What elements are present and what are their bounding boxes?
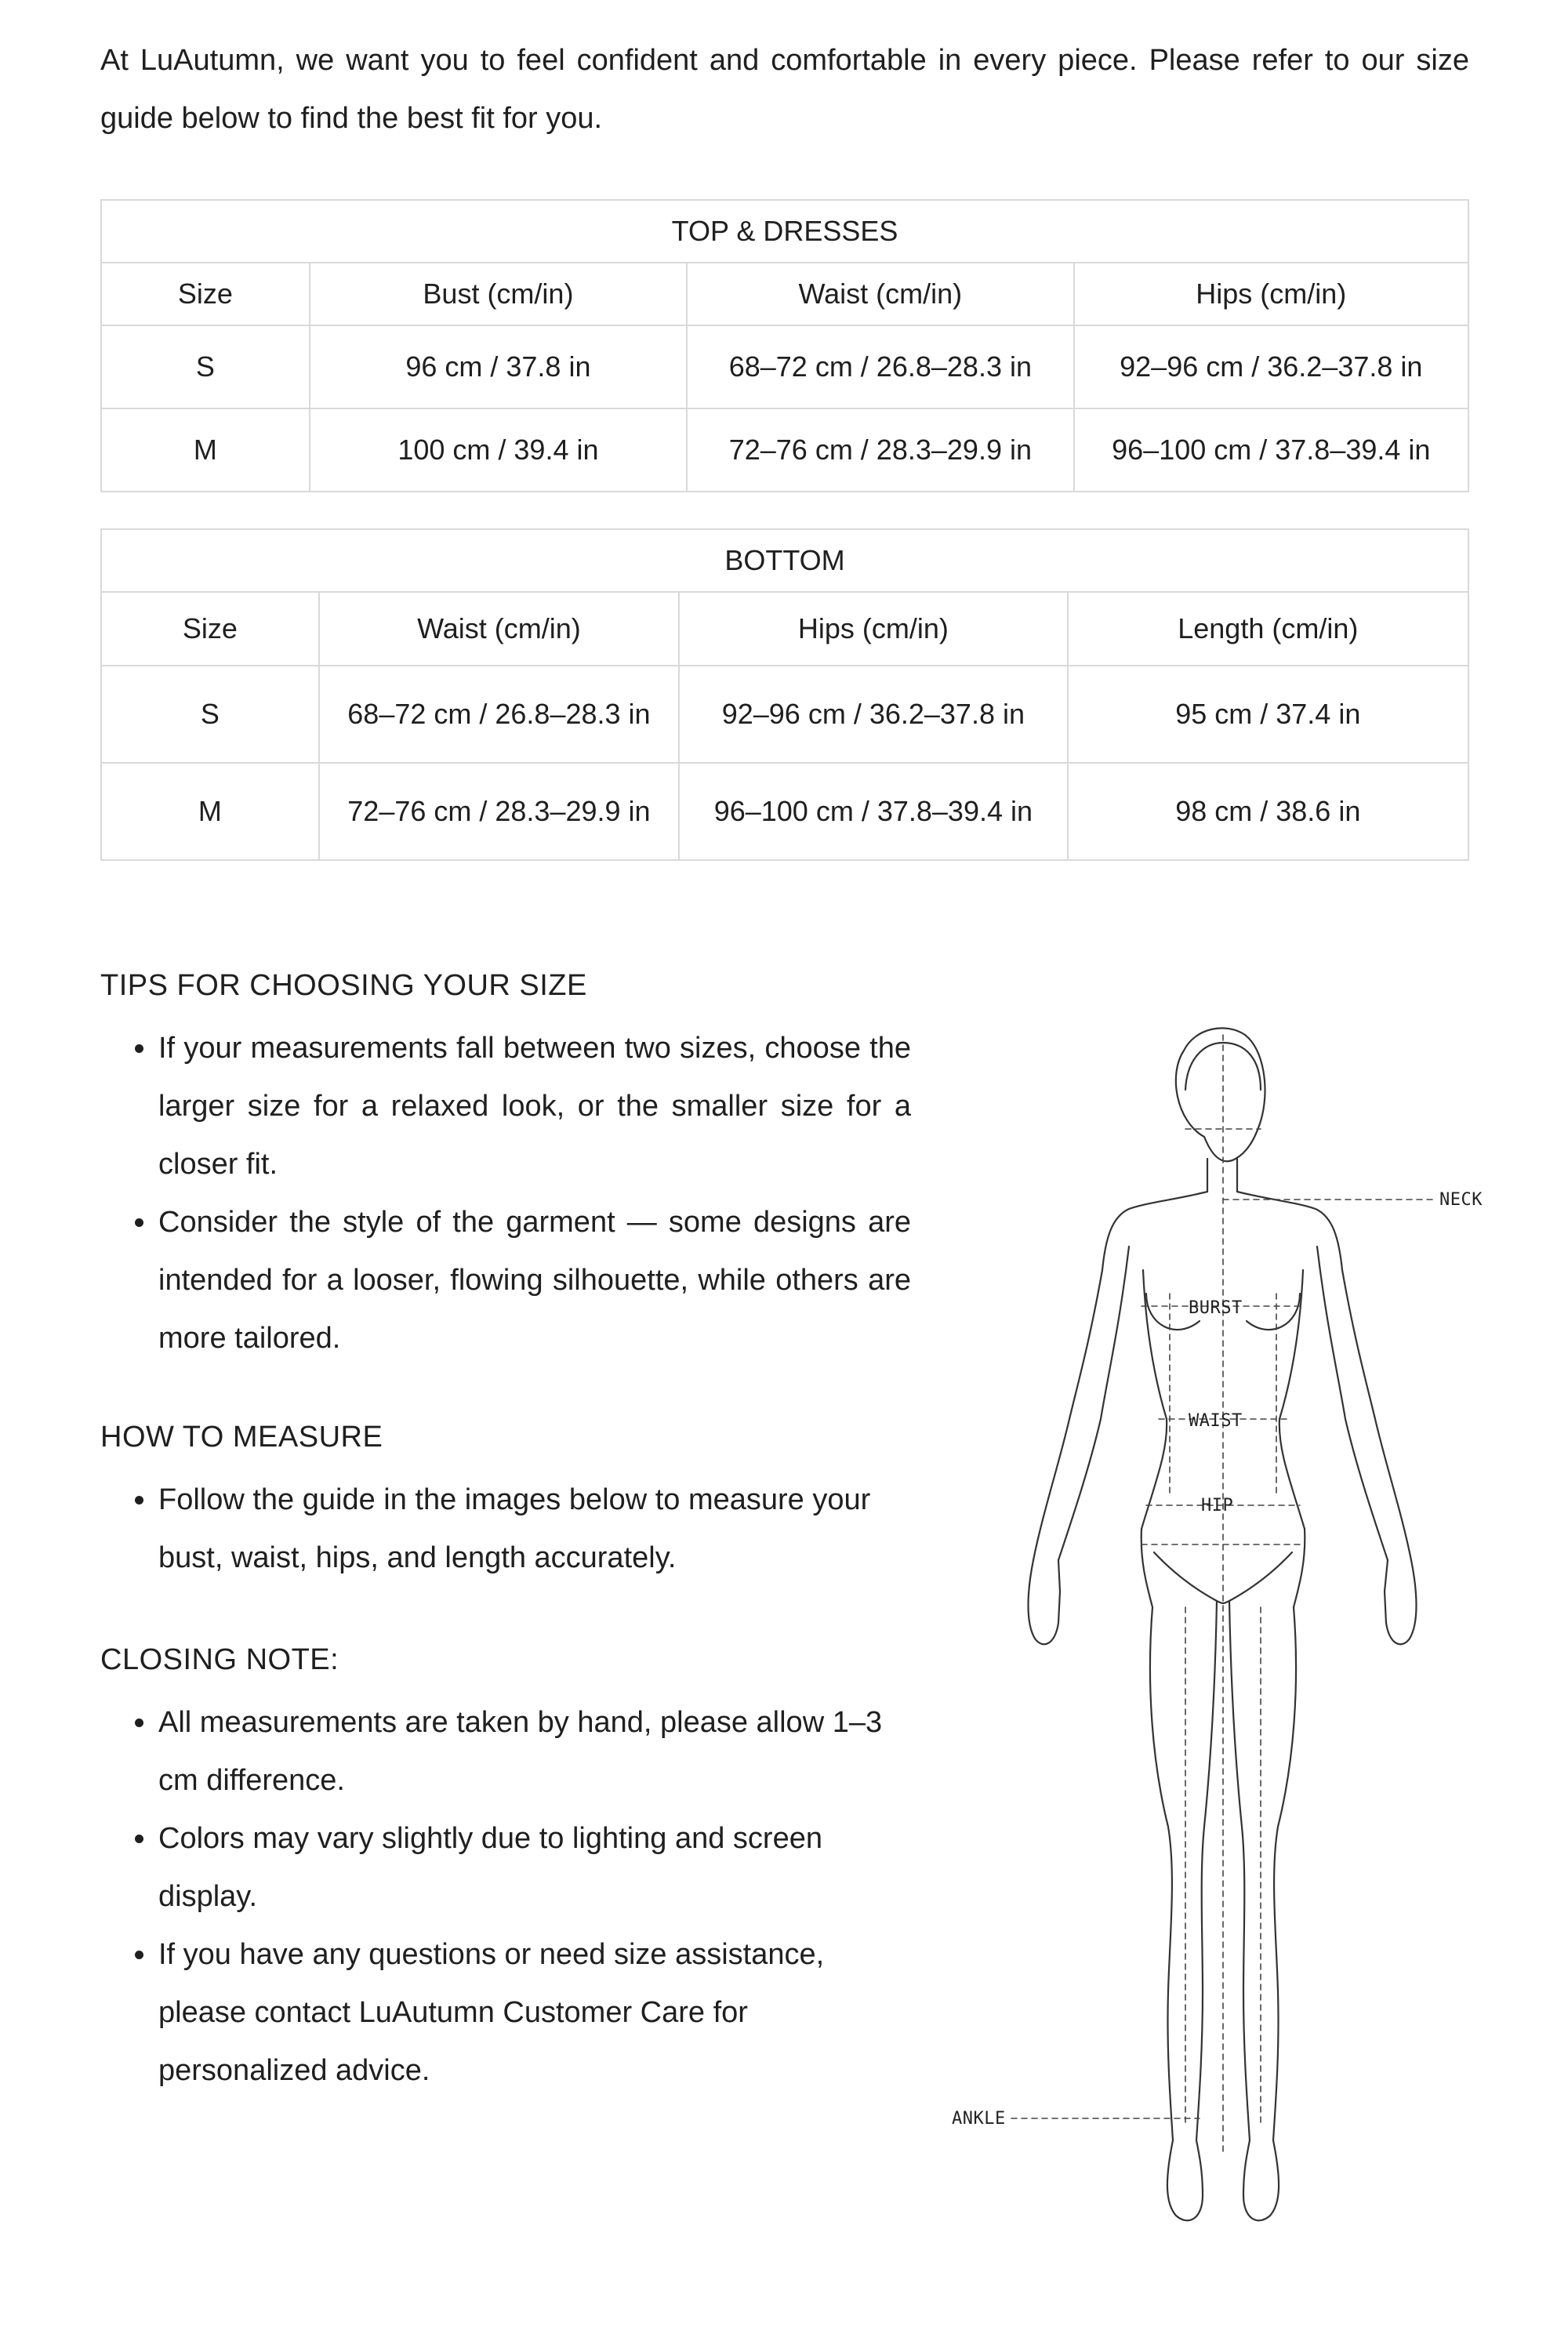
length-cell: 98 cm / 38.6 in	[1068, 763, 1468, 860]
bust-cell: 100 cm / 39.4 in	[310, 408, 687, 492]
neck-label: NECK	[1439, 1190, 1483, 1210]
column-header-size: Size	[101, 592, 319, 666]
ankle-label: ANKLE	[952, 2109, 1006, 2129]
bust-cell: 96 cm / 37.8 in	[310, 325, 687, 408]
size-cell: S	[101, 666, 319, 763]
hips-cell: 96–100 cm / 37.8–39.4 in	[679, 763, 1067, 860]
waist-cell: 72–76 cm / 28.3–29.9 in	[687, 408, 1073, 492]
size-cell: M	[101, 763, 319, 860]
hips-cell: 92–96 cm / 36.2–37.8 in	[1074, 325, 1468, 408]
tips-list	[100, 1019, 911, 1367]
closing-note-heading: CLOSING NOTE:	[100, 1643, 339, 1676]
closing-list	[100, 1693, 884, 2100]
body-outline-illustration	[941, 1011, 1505, 2234]
measure-list	[100, 1471, 911, 1587]
waist-cell: 72–76 cm / 28.3–29.9 in	[319, 763, 679, 860]
list-item: If your measurements fall between two sizes, choose the larger size for a relaxed look, or the smaller size for a closer fit.	[100, 1019, 911, 1193]
how-to-measure-heading: HOW TO MEASURE	[100, 1421, 383, 1454]
waist-cell: 68–72 cm / 26.8–28.3 in	[687, 325, 1073, 408]
table-row	[101, 666, 1468, 763]
bottom-size-table	[100, 528, 1469, 861]
top-dresses-size-table	[100, 199, 1469, 492]
size-cell: S	[101, 325, 310, 408]
list-item: Follow the guide in the images below to measure your bust, waist, hips, and length accurately.	[100, 1471, 911, 1587]
waist-label: WAIST	[1189, 1411, 1243, 1431]
waist-cell: 68–72 cm / 26.8–28.3 in	[319, 666, 679, 763]
hips-cell: 92–96 cm / 36.2–37.8 in	[679, 666, 1067, 763]
column-header-waist: Waist (cm/in)	[319, 592, 679, 666]
column-header-hips: Hips (cm/in)	[679, 592, 1067, 666]
column-header-waist: Waist (cm/in)	[687, 263, 1073, 325]
hip-label: HIP	[1201, 1496, 1234, 1515]
table-title: BOTTOM	[101, 529, 1468, 592]
list-item: If you have any questions or need size assistance, please contact LuAutumn Customer Care for personalized advice.	[100, 1926, 884, 2100]
table-title: TOP & DRESSES	[101, 200, 1468, 263]
column-header-size: Size	[101, 263, 310, 325]
table-row	[101, 325, 1468, 408]
intro-paragraph: At LuAutumn, we want you to feel confident and comfortable in every piece. Please refer to our size guide below to find the best fit for you.	[100, 44, 1469, 135]
hips-cell: 96–100 cm / 37.8–39.4 in	[1074, 408, 1468, 492]
column-header-bust: Bust (cm/in)	[310, 263, 687, 325]
column-header-length: Length (cm/in)	[1068, 592, 1468, 666]
list-item: All measurements are taken by hand, please allow 1–3 cm difference.	[100, 1693, 884, 1809]
list-item: Consider the style of the garment — some designs are intended for a looser, flowing silhouette, while others are more tailored.	[100, 1193, 911, 1367]
length-cell: 95 cm / 37.4 in	[1068, 666, 1468, 763]
table-row	[101, 763, 1468, 860]
tips-heading: TIPS FOR CHOOSING YOUR SIZE	[100, 969, 587, 1002]
table-row	[101, 408, 1468, 492]
size-cell: M	[101, 408, 310, 492]
body-measurement-figure	[941, 1011, 1505, 2234]
list-item: Colors may vary slightly due to lighting and screen display.	[100, 1809, 884, 1926]
column-header-hips: Hips (cm/in)	[1074, 263, 1468, 325]
bust-label: BURST	[1189, 1298, 1243, 1318]
